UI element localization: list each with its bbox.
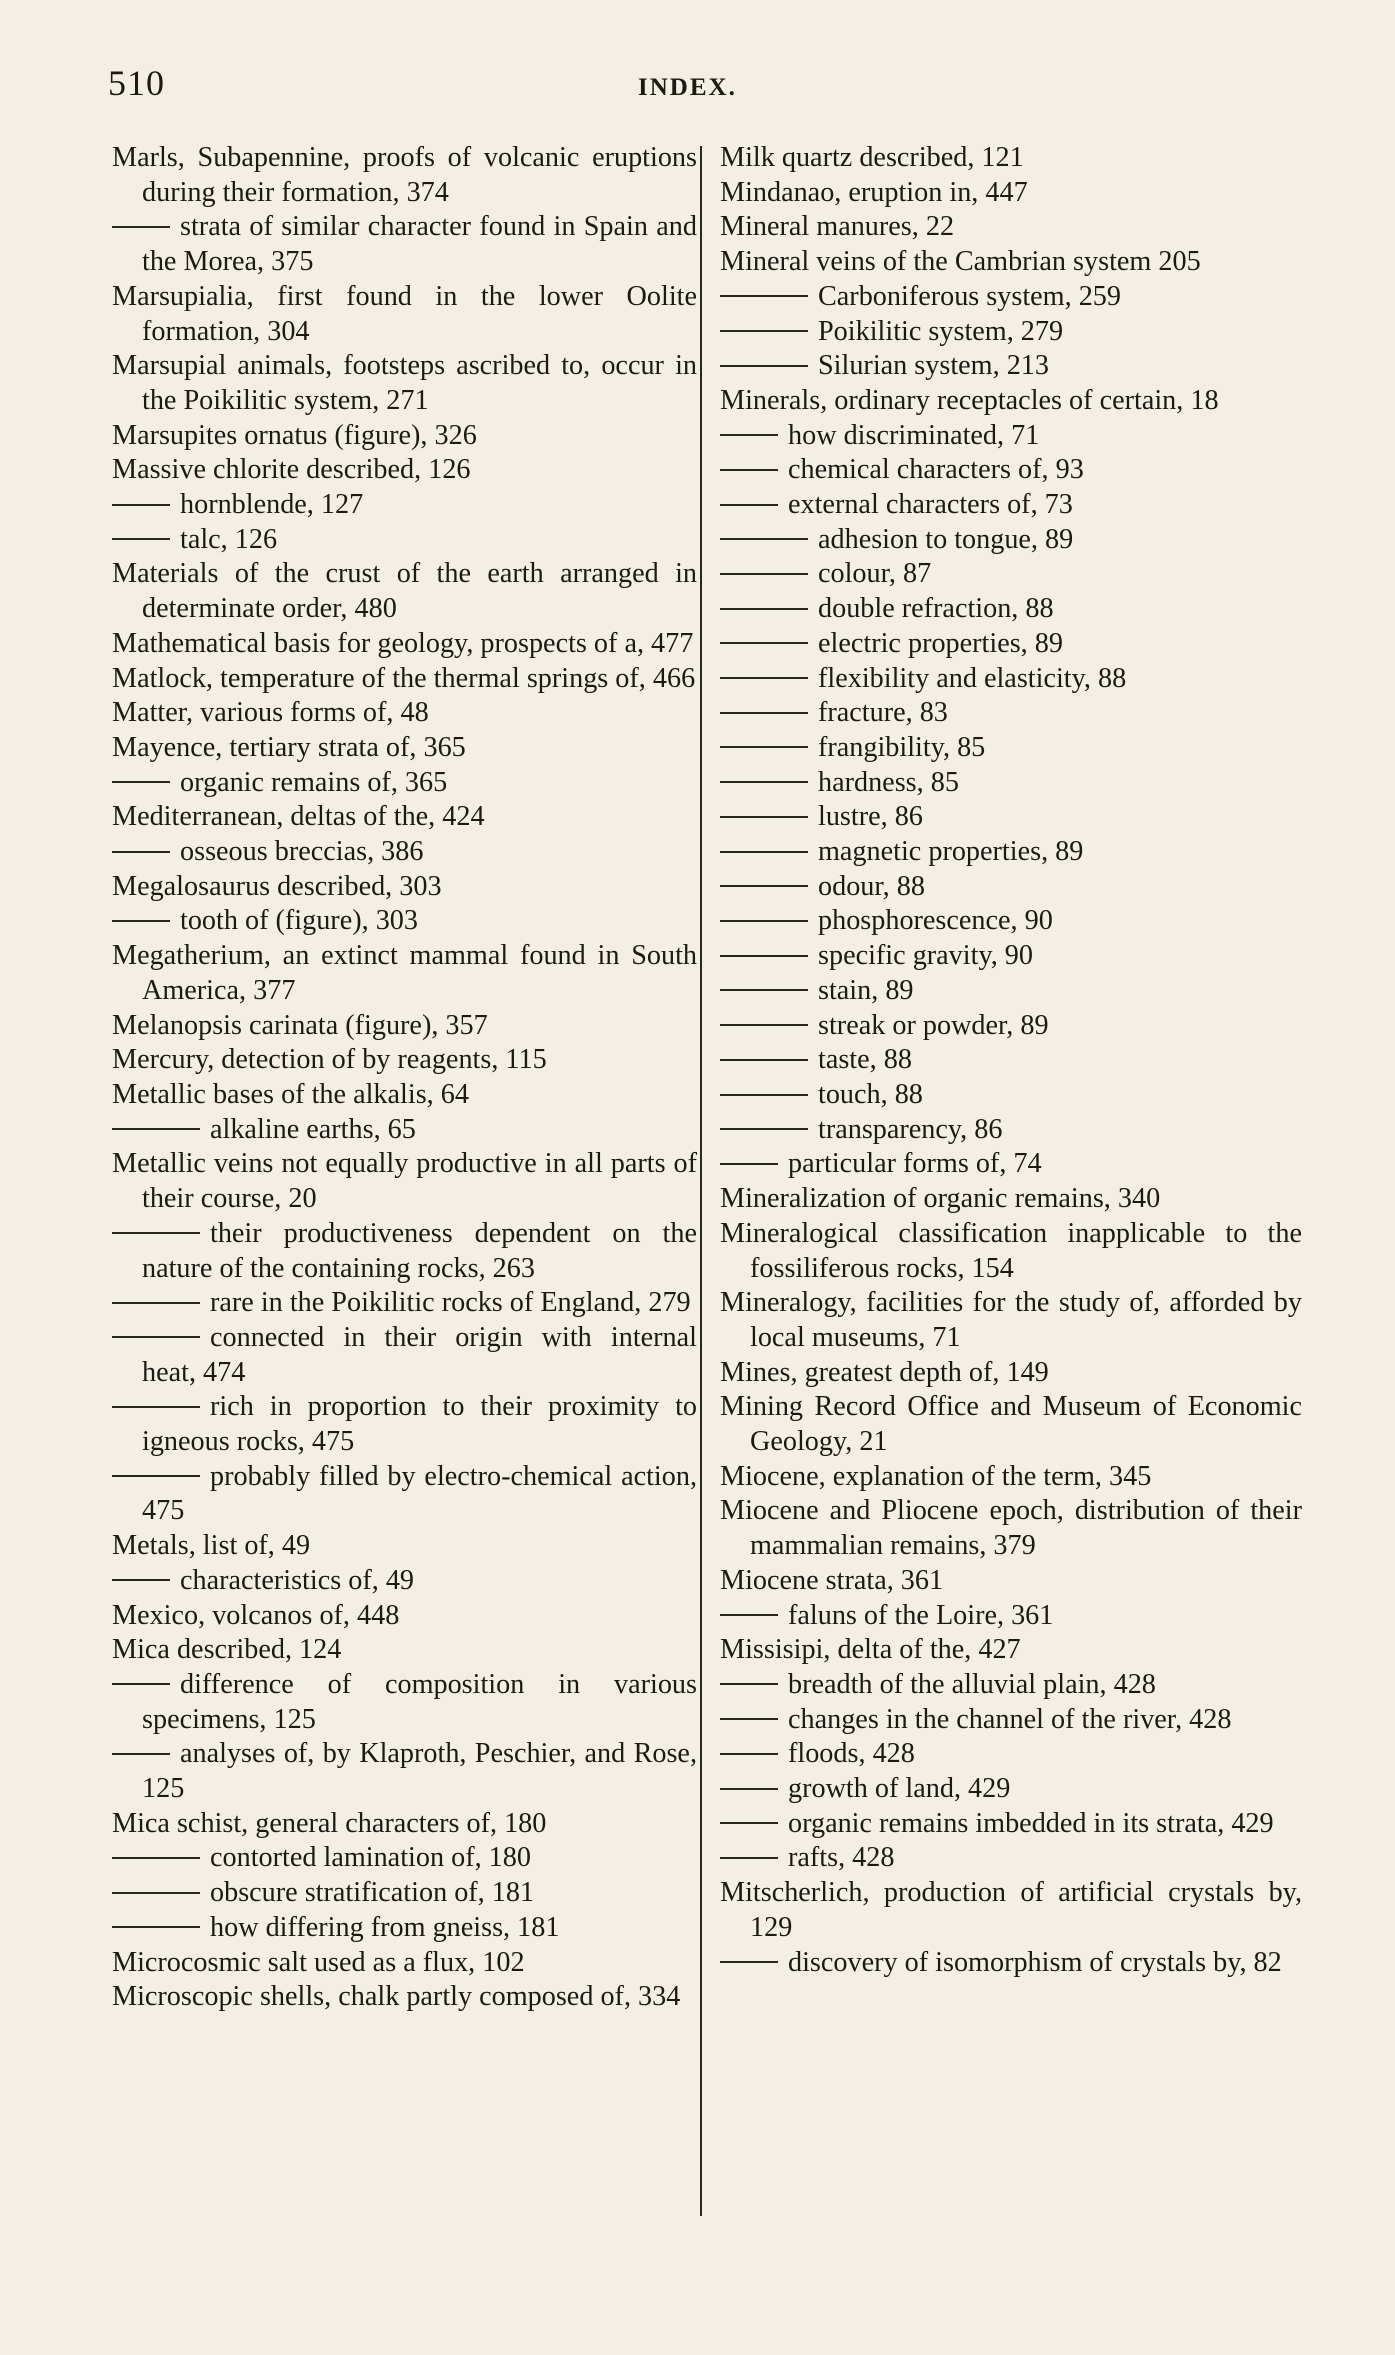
index-entry-text: Melanopsis carinata (figure), 357 — [112, 1009, 488, 1041]
index-entry — [112, 1599, 697, 1634]
index-entry-text: Mineralogical classification inapplicable to the fossiliferous rocks, 154 — [720, 1217, 1302, 1284]
index-entry — [112, 280, 697, 349]
index-entry-text: electric properties, 89 — [818, 627, 1063, 659]
ditto-dash — [720, 885, 808, 887]
index-entry — [720, 627, 1302, 662]
index-entry — [112, 557, 697, 626]
index-entry-text: Mexico, volcanos of, 448 — [112, 1599, 400, 1631]
index-entry-text: how discriminated, 71 — [788, 419, 1040, 451]
ditto-dash — [112, 851, 170, 853]
index-entry — [720, 731, 1302, 766]
index-entry-text: connected in their origin with internal heat, 474 — [142, 1321, 697, 1388]
index-entry — [720, 939, 1302, 974]
index-entry — [112, 141, 697, 210]
ditto-dash — [112, 1475, 200, 1477]
index-entry-text: double refraction, 88 — [818, 593, 1054, 625]
index-entry-text: magnetic properties, 89 — [818, 836, 1084, 868]
index-entry-text: Metallic bases of the alkalis, 64 — [112, 1078, 469, 1110]
index-entry — [720, 835, 1302, 870]
ditto-dash — [720, 504, 778, 506]
ditto-dash — [720, 712, 808, 714]
index-entry — [720, 1217, 1302, 1286]
ditto-dash — [112, 1892, 200, 1894]
index-entry-text: phosphorescence, 90 — [818, 905, 1053, 937]
ditto-dash — [112, 1406, 200, 1408]
ditto-dash — [112, 1683, 170, 1685]
index-entry-text: lustre, 86 — [818, 801, 923, 833]
index-entry — [720, 1182, 1302, 1217]
index-entry-text: Metallic veins not equally productive in all parts of their course, 20 — [112, 1148, 697, 1215]
index-entry-text: rich in proportion to their proximity to igneous rocks, 475 — [142, 1391, 697, 1458]
index-entry-text: organic remains imbedded in its strata, 429 — [788, 1807, 1274, 1839]
index-entry — [720, 245, 1302, 280]
index-entry-text: fracture, 83 — [818, 697, 948, 729]
ditto-dash — [720, 573, 808, 575]
index-entry-text: tooth of (figure), 303 — [180, 905, 418, 937]
index-entry — [112, 1529, 697, 1564]
ditto-dash — [112, 1302, 200, 1304]
index-entry — [112, 419, 697, 454]
index-entry-text: Marsupialia, first found in the lower Oolite formation, 304 — [112, 280, 697, 347]
index-entry-text: Metals, list of, 49 — [112, 1530, 311, 1562]
index-entry-text: Mineral manures, 22 — [720, 211, 955, 243]
index-entry-text: Mediterranean, deltas of the, 424 — [112, 801, 485, 833]
ditto-dash — [720, 469, 778, 471]
index-entry — [112, 453, 697, 488]
index-entry-text: Poikilitic system, 279 — [818, 315, 1064, 347]
ditto-dash — [112, 1232, 200, 1234]
ditto-dash — [720, 1788, 778, 1790]
ditto-dash — [720, 781, 808, 783]
page-header — [108, 62, 1288, 114]
index-entry — [720, 384, 1302, 419]
index-entry-text: growth of land, 429 — [788, 1773, 1011, 1805]
index-entry — [112, 1078, 697, 1113]
index-entry — [112, 1668, 697, 1737]
index-entry-text: streak or powder, 89 — [818, 1009, 1049, 1041]
index-entry-text: particular forms of, 74 — [788, 1148, 1042, 1180]
index-entry — [112, 1460, 697, 1529]
index-entry-text: hornblende, 127 — [180, 489, 364, 521]
index-entry — [720, 1043, 1302, 1078]
index-entry-text: Mica schist, general characters of, 180 — [112, 1807, 547, 1839]
index-entry — [720, 557, 1302, 592]
index-entry-text: Megatherium, an extinct mammal found in South America, 377 — [112, 940, 697, 1006]
index-entry — [112, 731, 697, 766]
index-entry-text: Marsupial animals, footsteps ascribed to, occur in the Poikilitic system, 271 — [112, 350, 697, 416]
index-entry-text: stain, 89 — [818, 974, 914, 1006]
index-entry — [112, 1737, 697, 1806]
ditto-dash — [112, 1753, 170, 1755]
ditto-dash — [720, 1024, 808, 1026]
index-entry-text: breadth of the alluvial plain, 428 — [788, 1668, 1156, 1700]
ditto-dash — [720, 1163, 778, 1165]
ditto-dash — [720, 1059, 808, 1061]
ditto-dash — [720, 989, 808, 991]
ditto-dash — [720, 955, 808, 957]
ditto-dash — [720, 816, 808, 818]
ditto-dash — [720, 1614, 778, 1616]
index-entry-text: Miocene and Pliocene epoch, distribution of their mammalian remains, 379 — [720, 1495, 1302, 1562]
index-entry-text: alkaline earths, 65 — [210, 1113, 416, 1145]
index-entry — [112, 904, 697, 939]
index-entry — [112, 835, 697, 870]
index-entry — [112, 662, 697, 697]
index-entry-text: Missisipi, delta of the, 427 — [720, 1634, 1021, 1666]
index-column-left — [112, 141, 697, 2015]
index-entry — [720, 141, 1302, 176]
index-entry-text: Massive chlorite described, 126 — [112, 454, 471, 486]
index-entry — [112, 1876, 697, 1911]
ditto-dash — [720, 1961, 778, 1963]
index-entry-text: Marls, Subapennine, proofs of volcanic eruptions during their formation, 374 — [112, 142, 697, 208]
index-entry — [112, 1217, 697, 1286]
index-entry — [112, 1807, 697, 1842]
index-entry-text: Miocene strata, 361 — [720, 1564, 944, 1596]
index-entry — [112, 870, 697, 905]
index-entry — [112, 523, 697, 558]
index-entry — [112, 1043, 697, 1078]
index-entry-text: obscure stratification of, 181 — [210, 1877, 535, 1909]
index-entry-text: rare in the Poikilitic rocks of England, 279 — [210, 1287, 691, 1319]
index-entry — [720, 1494, 1302, 1563]
index-entry — [720, 1460, 1302, 1495]
ditto-dash — [720, 330, 808, 332]
index-entry-text: external characters of, 73 — [788, 489, 1073, 521]
ditto-dash — [720, 1857, 778, 1859]
index-entry — [720, 1946, 1302, 1981]
index-entry — [112, 1564, 697, 1599]
index-entry-text: Mica described, 124 — [112, 1634, 342, 1666]
index-entry-text: characteristics of, 49 — [180, 1564, 415, 1596]
running-head: INDEX. — [638, 74, 737, 101]
index-entry — [720, 1356, 1302, 1391]
index-entry — [112, 488, 697, 523]
index-entry-text: Carboniferous system, 259 — [818, 280, 1121, 312]
index-entry-text: hardness, 85 — [818, 766, 959, 798]
index-entry-text: talc, 126 — [180, 523, 278, 555]
index-entry — [720, 1113, 1302, 1148]
index-entry — [112, 1633, 697, 1668]
index-entry — [112, 1286, 697, 1321]
index-entry-text: Megalosaurus described, 303 — [112, 870, 442, 902]
ditto-dash — [112, 538, 170, 540]
index-entry — [720, 1147, 1302, 1182]
index-entry — [112, 696, 697, 731]
index-entry — [720, 488, 1302, 523]
index-entry — [720, 523, 1302, 558]
ditto-dash — [720, 365, 808, 367]
index-entry — [720, 1807, 1302, 1842]
index-entry — [112, 1946, 697, 1981]
index-entry — [720, 1876, 1302, 1945]
index-entry — [112, 766, 697, 801]
index-entry-text: Microscopic shells, chalk partly composed of, 334 — [112, 1981, 681, 2013]
index-entry — [720, 696, 1302, 731]
index-entry — [720, 800, 1302, 835]
ditto-dash — [112, 920, 170, 922]
index-entry-text: flexibility and elasticity, 88 — [818, 662, 1127, 694]
index-entry — [720, 904, 1302, 939]
index-entry-text: colour, 87 — [818, 558, 932, 590]
index-entry-text: taste, 88 — [818, 1044, 912, 1076]
ditto-dash — [720, 851, 808, 853]
ditto-dash — [112, 1926, 200, 1928]
index-entry — [720, 1737, 1302, 1772]
ditto-dash — [720, 920, 808, 922]
index-entry — [720, 870, 1302, 905]
index-entry — [720, 592, 1302, 627]
index-entry — [720, 1564, 1302, 1599]
index-entry-text: odour, 88 — [818, 870, 925, 902]
index-entry-text: transparency, 86 — [818, 1113, 1003, 1145]
index-entry-text: Mining Record Office and Museum of Economic Geology, 21 — [720, 1391, 1302, 1458]
index-entry-text: adhesion to tongue, 89 — [818, 523, 1074, 555]
column-divider — [700, 146, 702, 2216]
index-entry — [112, 1147, 697, 1216]
ditto-dash — [720, 642, 808, 644]
index-entry-text: Marsupites ornatus (figure), 326 — [112, 419, 477, 451]
index-entry — [720, 1703, 1302, 1738]
index-entry-text: their productiveness dependent on the nature of the containing rocks, 263 — [142, 1217, 697, 1284]
index-entry — [720, 419, 1302, 454]
index-entry — [720, 766, 1302, 801]
index-entry — [720, 1841, 1302, 1876]
index-entry-text: difference of composition in various specimens, 125 — [142, 1668, 697, 1735]
index-entry-text: contorted lamination of, 180 — [210, 1842, 531, 1874]
ditto-dash — [720, 1753, 778, 1755]
index-entry-text: rafts, 428 — [788, 1842, 895, 1874]
index-entry — [720, 662, 1302, 697]
index-entry-text: probably filled by electro-chemical action, 475 — [142, 1460, 697, 1527]
index-entry — [720, 280, 1302, 315]
index-entry-text: Mineralization of organic remains, 340 — [720, 1183, 1161, 1215]
index-entry — [720, 1668, 1302, 1703]
index-entry-text: Minerals, ordinary receptacles of certain, 18 — [720, 384, 1219, 416]
index-entry — [720, 974, 1302, 1009]
index-entry-text: how differing from gneiss, 181 — [210, 1911, 560, 1943]
ditto-dash — [720, 677, 808, 679]
ditto-dash — [720, 608, 808, 610]
index-entry-text: organic remains of, 365 — [180, 766, 448, 798]
index-entry-text: floods, 428 — [788, 1738, 915, 1770]
index-entry-text: Mindanao, eruption in, 447 — [720, 176, 1028, 208]
index-entry-text: chemical characters of, 93 — [788, 454, 1084, 486]
index-entry — [112, 1321, 697, 1390]
index-entry — [720, 1390, 1302, 1459]
index-entry-text: strata of similar character found in Spain and the Morea, 375 — [142, 211, 697, 278]
index-entry — [720, 1286, 1302, 1355]
ditto-dash — [112, 226, 170, 228]
index-entry-text: changes in the channel of the river, 428 — [788, 1703, 1232, 1735]
index-entry-text: touch, 88 — [818, 1078, 923, 1110]
ditto-dash — [720, 1822, 778, 1824]
ditto-dash — [720, 1094, 808, 1096]
index-entry-text: Mathematical basis for geology, prospects of a, 477 — [112, 627, 694, 659]
index-entry — [720, 1009, 1302, 1044]
index-entry — [720, 315, 1302, 350]
index-entry-text: Mines, greatest depth of, 149 — [720, 1356, 1049, 1388]
index-entry-text: Mercury, detection of by reagents, 115 — [112, 1044, 547, 1076]
ditto-dash — [720, 295, 808, 297]
index-entry — [112, 1113, 697, 1148]
index-entry — [112, 800, 697, 835]
index-entry-text: specific gravity, 90 — [818, 940, 1033, 972]
index-entry — [720, 1633, 1302, 1668]
index-entry — [720, 210, 1302, 245]
index-entry-text: Miocene, explanation of the term, 345 — [720, 1460, 1152, 1492]
index-entry — [720, 1599, 1302, 1634]
index-entry — [720, 453, 1302, 488]
index-entry — [720, 176, 1302, 211]
ditto-dash — [112, 1857, 200, 1859]
index-column-right — [720, 141, 1302, 1980]
index-entry — [112, 627, 697, 662]
index-entry — [112, 1390, 697, 1459]
index-entry — [112, 1980, 697, 2015]
index-entry-text: osseous breccias, 386 — [180, 836, 424, 868]
page-number: 510 — [108, 63, 165, 103]
ditto-dash — [112, 781, 170, 783]
index-entry — [112, 939, 697, 1008]
ditto-dash — [720, 1128, 808, 1130]
index-entry-text: faluns of the Loire, 361 — [788, 1599, 1054, 1631]
ditto-dash — [720, 1683, 778, 1685]
index-entry — [112, 1911, 697, 1946]
index-entry-text: Silurian system, 213 — [818, 350, 1049, 382]
index-entry-text: Matter, various forms of, 48 — [112, 697, 429, 729]
ditto-dash — [720, 434, 778, 436]
index-entry — [112, 1009, 697, 1044]
ditto-dash — [720, 1718, 778, 1720]
index-entry-text: frangibility, 85 — [818, 731, 986, 763]
index-entry-text: Mayence, tertiary strata of, 365 — [112, 731, 466, 763]
ditto-dash — [112, 1128, 200, 1130]
index-entry — [112, 210, 697, 279]
ditto-dash — [720, 538, 808, 540]
index-entry-text: Mineral veins of the Cambrian system 205 — [720, 246, 1201, 278]
ditto-dash — [112, 1579, 170, 1581]
index-entry — [112, 349, 697, 418]
index-entry — [112, 1841, 697, 1876]
ditto-dash — [720, 746, 808, 748]
index-entry-text: Materials of the crust of the earth arranged in determinate order, 480 — [112, 558, 697, 625]
index-entry-text: Milk quartz described, 121 — [720, 142, 1024, 173]
index-entry-text: Microcosmic salt used as a flux, 102 — [112, 1946, 525, 1978]
ditto-dash — [112, 1336, 200, 1338]
index-entry — [720, 1078, 1302, 1113]
index-entry — [720, 1772, 1302, 1807]
index-entry-text: discovery of isomorphism of crystals by, 82 — [788, 1946, 1282, 1978]
index-entry-text: Mitscherlich, production of artificial crystals by, 129 — [720, 1877, 1302, 1943]
index-entry — [720, 349, 1302, 384]
index-entry-text: analyses of, by Klaproth, Peschier, and Rose, 125 — [142, 1738, 697, 1805]
index-entry-text: Matlock, temperature of the thermal springs of, 466 — [112, 662, 696, 694]
index-entry-text: Mineralogy, facilities for the study of, afforded by local museums, 71 — [720, 1287, 1302, 1353]
ditto-dash — [112, 504, 170, 506]
